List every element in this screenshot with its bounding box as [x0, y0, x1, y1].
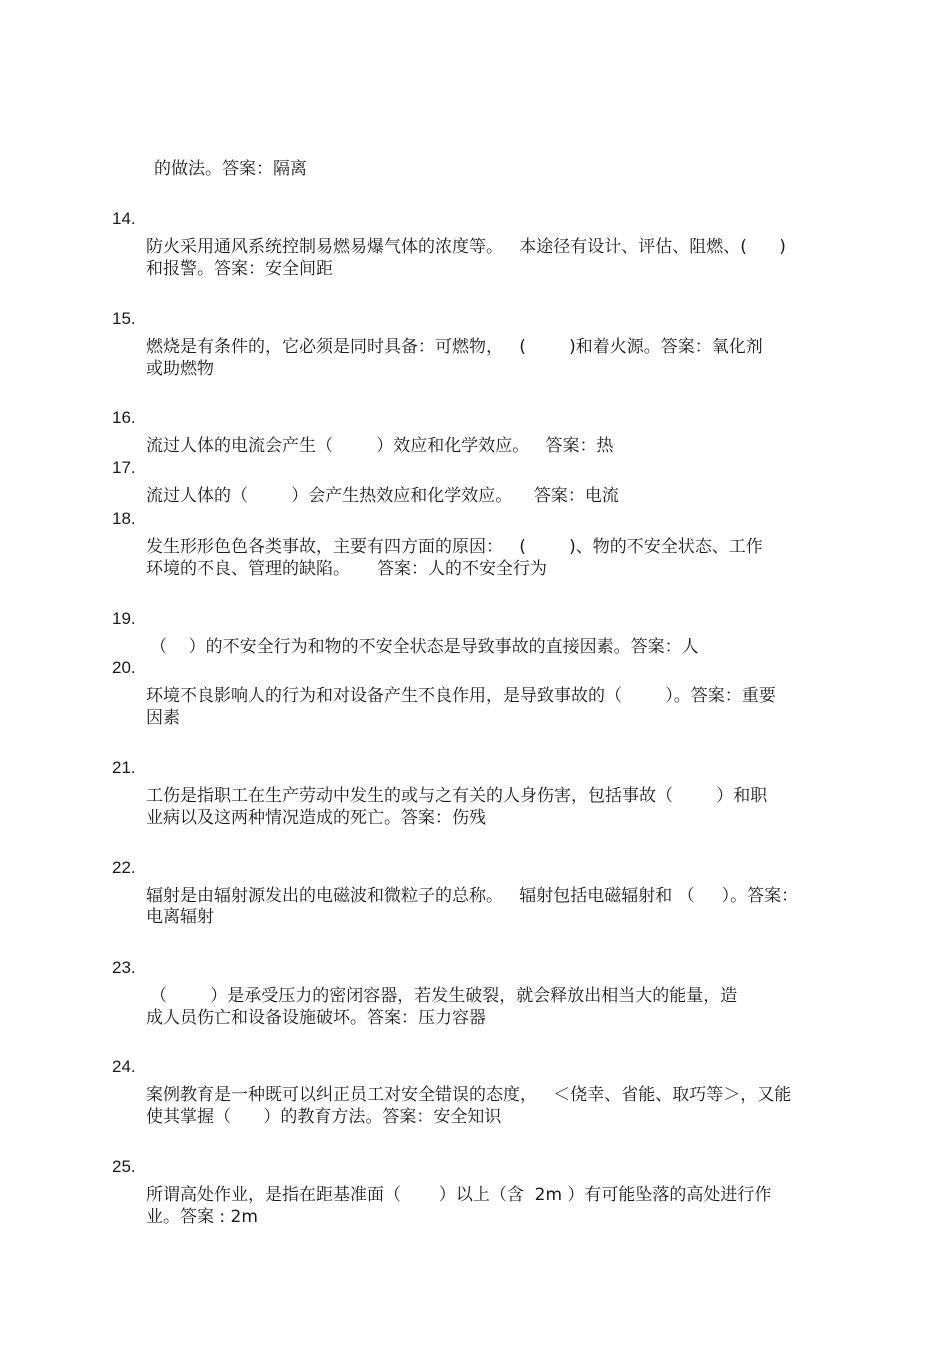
question-number: 23.: [112, 958, 136, 977]
line-text: 业。答案 : 2m: [146, 1207, 258, 1227]
line-continuation: [0, 1175, 258, 1227]
line-text: 环境的不良、管理的缺陷。 答案：人的不安全行为: [146, 559, 548, 579]
question-text: 辐射是由辐射源发出的电磁波和微粒子的总称。 辐射包括电磁辐射和 （ ）。答案：: [146, 886, 799, 906]
question-text: 案例教育是一种既可以纠正员工对安全错误的态度， ＜侥幸、省能、取巧等＞，又能: [146, 1085, 792, 1105]
question-19: [0, 577, 699, 657]
question-number: 21.: [112, 758, 136, 777]
line-text: 或助燃物: [146, 359, 214, 379]
question-number: 22.: [112, 858, 136, 877]
line-text: 使其掌握（ ）的教育方法。答案：安全知识: [146, 1107, 502, 1127]
question-23: [0, 926, 738, 1006]
line-text: 业病以及这两种情况造成的死亡。答案：伤残: [146, 808, 486, 828]
question-text: 发生形形色色各类事故，主要有四方面的原因： ( )、物的不安全状态、工作: [146, 537, 763, 557]
question-24: [0, 1025, 792, 1105]
line-continuation: [0, 127, 307, 179]
question-number: 15.: [112, 309, 136, 328]
line-continuation: [0, 875, 214, 927]
question-number: 19.: [112, 609, 136, 628]
line-continuation: [0, 227, 333, 279]
question-number: 16.: [112, 408, 136, 427]
question-text: 燃烧是有条件的，它必须是同时具备：可燃物， ( )和着火源。答案：氧化剂: [146, 337, 763, 357]
question-text: （ ）是承受压力的密闭容器，若发生破裂，就会释放出相当大的能量，造: [150, 986, 738, 1006]
question-number: 24.: [112, 1057, 136, 1076]
question-number: 17.: [112, 458, 136, 477]
question-text: 流过人体的（ ）会产生热效应和化学效应。 答案：电流: [146, 486, 619, 506]
question-16: [0, 376, 614, 456]
line-text: 因素: [146, 708, 180, 728]
question-text: 环境不良影响人的行为和对设备产生不良作用，是导致事故的（ ）。答案：重要: [146, 686, 776, 706]
question-text: 所谓高处作业，是指在距基准面（ ）以上（含 2m ）有可能坠落的高处进行作: [146, 1185, 772, 1205]
question-number: 18.: [112, 509, 136, 528]
line-text: 成人员伤亡和设备设施破坏。答案：压力容器: [146, 1008, 486, 1028]
line-text: 和报警。答案：安全间距: [146, 259, 333, 279]
question-text: （ ）的不安全行为和物的不安全状态是导致事故的直接因素。答案：人: [150, 637, 699, 657]
line-continuation: [0, 676, 180, 728]
line-text: 电离辐射: [146, 907, 214, 927]
question-number: 14.: [112, 209, 136, 228]
line-continuation: [0, 327, 214, 379]
question-15: [0, 277, 763, 357]
question-14: [0, 177, 786, 257]
question-number: 25.: [112, 1157, 136, 1176]
question-25: [0, 1125, 772, 1205]
line-text: 的做法。答案：隔离: [154, 159, 307, 179]
question-21: [0, 726, 768, 806]
question-text: 工伤是指职工在生产劳动中发生的或与之有关的人身伤害，包括事故（ ）和职: [146, 786, 768, 806]
question-text: 流过人体的电流会产生（ ）效应和化学效应。 答案：热: [146, 436, 614, 456]
question-text: 防火采用通风系统控制易燃易爆气体的浓度等。 本途径有设计、评估、阻燃、( ): [146, 237, 786, 257]
question-number: 20.: [112, 658, 136, 677]
question-22: [0, 826, 799, 906]
